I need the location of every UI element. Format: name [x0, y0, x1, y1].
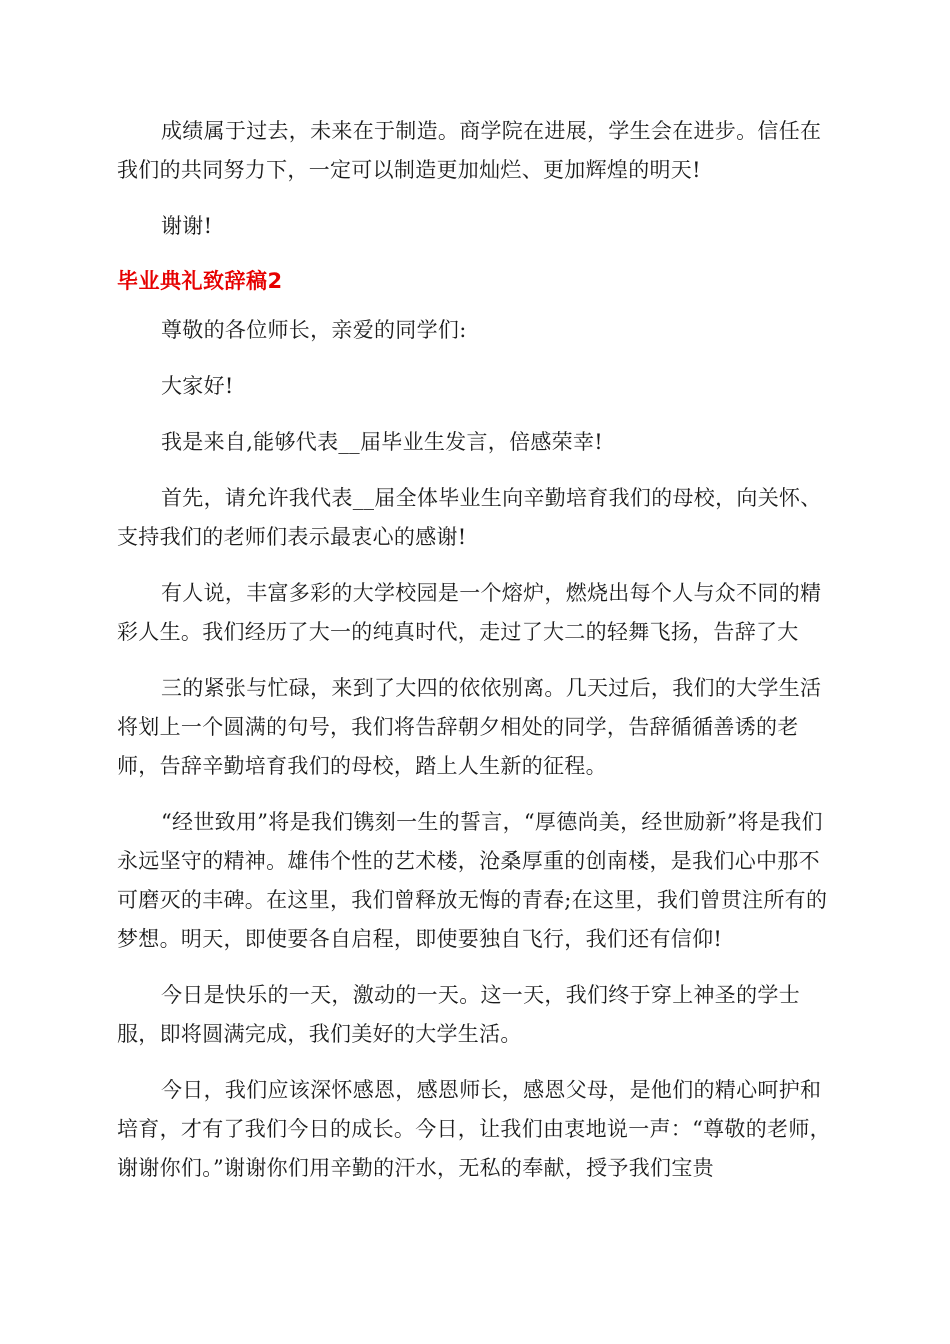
paragraph-senior-year: 三的紧张与忙碌，来到了大四的依依别离。几天过后，我们的大学生活将划上一个圆满的句号，我们将告辞朝夕相处的同学，告辞循循善诱的老师，告辞辛勤培育我们的母校，踏上人生新的征程。 [117, 676, 822, 778]
paragraph-introduction: 我是来自,能够代表__届毕业生发言，倍感荣幸! [161, 430, 604, 454]
document-body [117, 112, 833, 1205]
paragraph-thanks: 谢谢! [161, 214, 213, 238]
paragraph-happy-day: 今日是快乐的一天，激动的一天。这一天，我们终于穿上神圣的学士服，即将圆满完成，我们美好的大学生活。 [117, 983, 800, 1046]
paragraph-gratitude: 首先，请允许我代表__届全体毕业生向辛勤培育我们的母校，向关怀、支持我们的老师们表示最衷心的感谢! [117, 486, 822, 549]
paragraph-campus-life: 有人说，丰富多彩的大学校园是一个熔炉，燃烧出每个人与众不同的精彩人生。我们经历了大一的纯真时代，走过了大二的轻舞飞扬，告辞了大 [117, 581, 822, 644]
paragraph-closing-statement: 成绩属于过去，未来在于制造。商学院在进展，学生会在进步。信任在我们的共同努力下，一定可以制造更加灿烂、更加辉煌的明天! [117, 119, 822, 182]
paragraph-salutation: 尊敬的各位师长，亲爱的同学们: [161, 318, 467, 342]
paragraph-greeting: 大家好! [161, 374, 234, 398]
paragraph-motto: “经世致用”将是我们镌刻一生的誓言，“厚德尚美，经世励新”将是我们永远坚守的精神。雄伟个性的艺术楼，沧桑厚重的创南楼，是我们心中那不可磨灭的丰碑。在这里，我们曾释放无悔的青春;在这里，我们曾贯注所有的梦想。明天，即使要各自启程，即使要独自飞行，我们还有信仰! [117, 810, 828, 951]
paragraph-thankfulness: 今日，我们应该深怀感恩，感恩师长，感恩父母，是他们的精心呵护和培育，才有了我们今日的成长。今日，让我们由衷地说一声：“尊敬的老师，谢谢你们。”谢谢你们用辛勤的汗水，无私的奉献，授予我们宝贵 [117, 1078, 831, 1180]
section-heading: 毕业典礼致辞稿2 [117, 269, 283, 293]
